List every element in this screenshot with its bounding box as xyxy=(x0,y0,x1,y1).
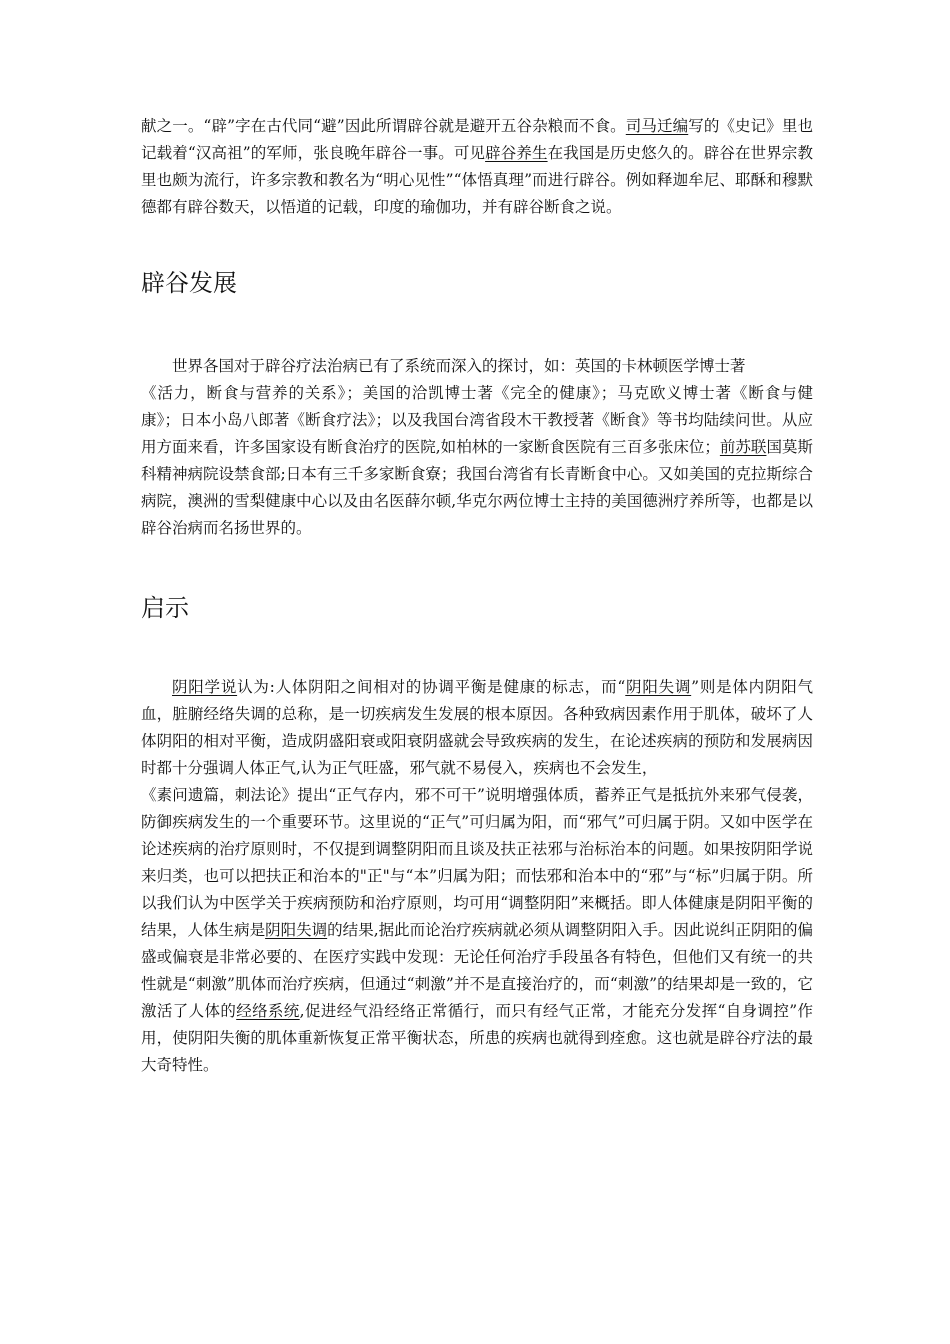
text-run: 献之一。“辟”字在古代同“避”因此所谓辟谷就是避开五谷杂粮而不食。 xyxy=(141,117,626,135)
inline-link[interactable]: 阴阳失调 xyxy=(625,678,692,696)
text-run: 认为:人体阴阳之间相对的协调平衡是健康的标志，而“ xyxy=(237,678,626,696)
text-run: ”则是体内阴阳气血，脏腑经络失调的总称，是一切疾病发生发展的根本原因。各种致病因素作用于肌体，破坏了人体阴阳的相对平衡，造成阴盛阳衰或阳衰阴盛就会导致疾病的发生，在论述疾病的预防和发展病因时都十分强调人体正气,认为正气旺盛，邪气就不易侵入，疾病也不会发生， xyxy=(141,678,813,777)
inline-link[interactable]: 前苏联 xyxy=(719,438,767,456)
inline-link[interactable]: 阴阳失调 xyxy=(265,921,328,939)
inline-link[interactable]: 辟谷养生 xyxy=(485,144,548,162)
text-run: ,促进经气沿经络正常循行，而只有经气正常，才能充分发挥“自身调控”作用，使阴阳失衡的肌体重新恢复正常平衡状态，所患的疾病也就得到痊愈。这也就是辟谷疗法的最大奇特性。 xyxy=(141,1002,813,1074)
paragraph xyxy=(141,674,813,1079)
text-run: 国莫斯科精神病院设禁食部;日本有三千多家断食寮；我国台湾省有长青断食中心。又如美国的克拉斯综合病院，澳洲的雪梨健康中心以及由名医薛尔顿,华克尔两位博士主持的美国德洲疗养所等，也都是以辟谷治病而名扬世界的。 xyxy=(141,438,813,537)
inline-link[interactable]: 经络系统 xyxy=(236,1002,300,1020)
section-heading: 启示 xyxy=(141,594,189,622)
paragraph xyxy=(141,113,813,221)
section-heading: 辟谷发展 xyxy=(141,269,237,297)
inline-link[interactable]: 司马迁编 xyxy=(625,117,689,135)
text-run: 《活力，断食与营养的关系》；美国的洽凯博士著《完全的健康》；马克欧义博士著《断食与健康》；日本小岛八郎著《断食疗法》；以及我国台湾省段木干教授著《断食》等书均陆续问世。从应用方面来看，许多国家设有断食治疗的医院,如柏林的一家断食医院有三百多张床位； xyxy=(141,384,813,456)
text-run: 的结果,据此而论治疗疾病就必须从调整阴阳入手。因此说纠正阴阳的偏盛或偏衰是非常必要的、在医疗实践中发现：无论任何治疗手段虽各有特色，但他们又有统一的共性就是“刺激”肌体而治疗疾病，但通过“刺激”并不是直接治疗的，而“刺激”的结果却是一致的，它激活了人体的 xyxy=(141,921,813,1020)
text-run: 《素问遗篇，刺法论》提出“正气存内，邪不可干”说明增强体质，蓄养正气是抵抗外来邪气侵袭，防御疾病发生的一个重要环节。这里说的“正气”可归属为阳，而“邪气”可归属于阴。又如中医学在论述疾病的治疗原则时，不仅提到调整阴阳而且谈及扶正祛邪与治标治本的问题。如果按阴阳学说来归类，也可以把扶正和治本的"正"与“本”归属为阳；而怯邪和治本中的“邪”与“标”归属于阴。所以我们认为中医学关于疾病预防和治疗原则，均可用“调整阴阳”来概括。即人体健康是阴阳平衡的结果，人体生病是 xyxy=(141,786,813,939)
paragraph xyxy=(141,353,813,542)
text-run: 在我国是历史悠久的。辟谷在世界宗教里也颇为流行，许多宗教和教名为“明心见性”“体悟真理”而进行辟谷。例如释迦牟尼、耶酥和穆默德都有辟谷数天，以悟道的记载，印度的瑜伽功，并有辟谷断食之说。 xyxy=(141,144,813,216)
document-page xyxy=(141,113,813,1079)
inline-link[interactable]: 阴阳学说 xyxy=(172,678,238,696)
text-run: 世界各国对于辟谷疗法治病已有了系统而深入的探讨，如：英国的卡林顿医学博士著 xyxy=(172,357,746,375)
text-run: 写的《史记》里也记载着“汉高祖”的军师，张良晚年辟谷一事。可见 xyxy=(141,117,813,162)
